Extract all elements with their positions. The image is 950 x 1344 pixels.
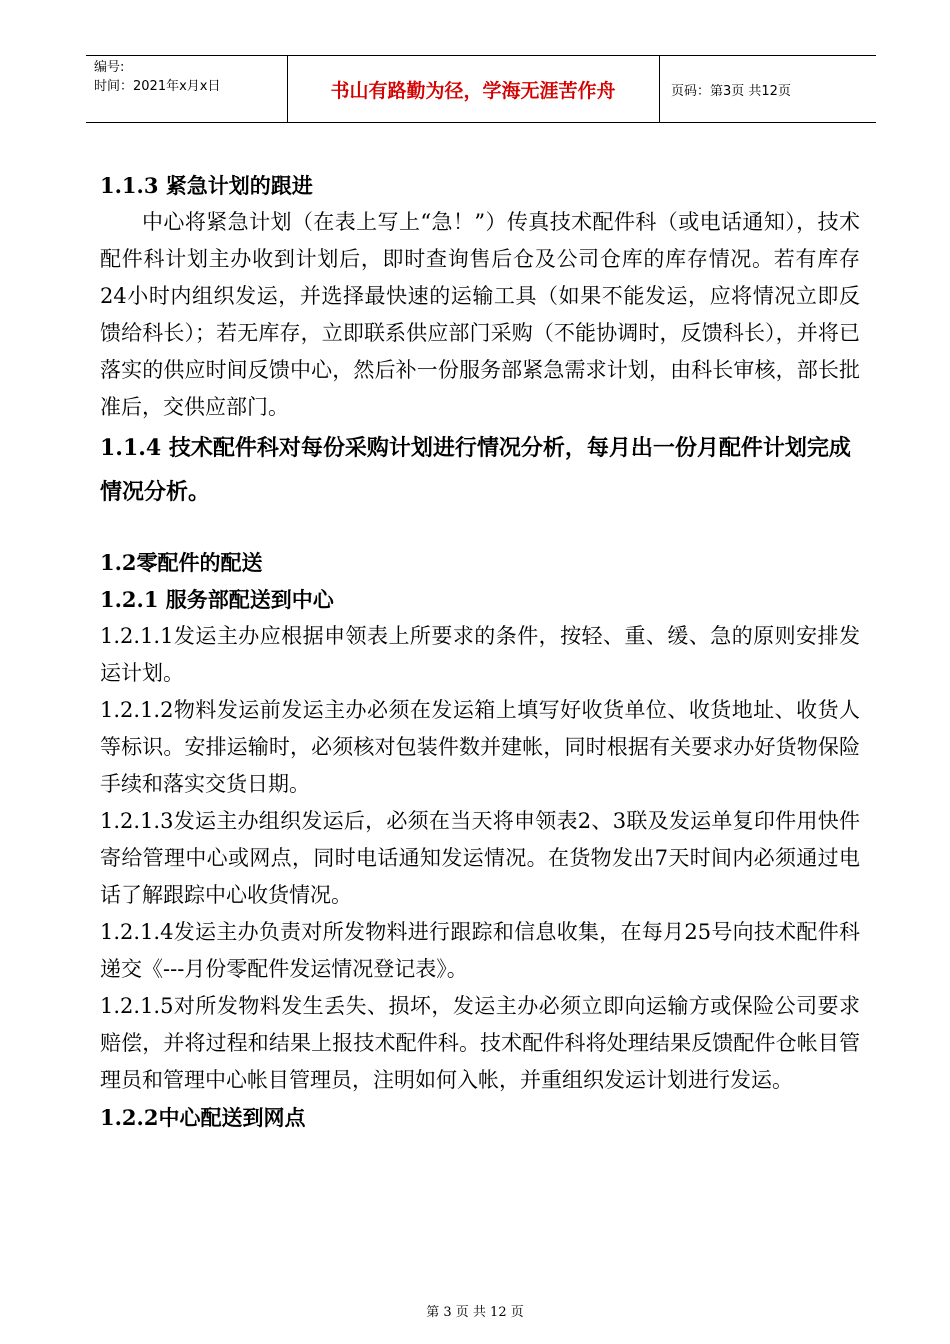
heading-1-2-1: 1.2.1 服务部配送到中心 bbox=[100, 587, 334, 612]
document-number-label: 编号: bbox=[94, 60, 125, 75]
paragraph-1-2-1-2: 1.2.1.2物料发运前发运主办必须在发运箱上填写好收货单位、收货地址、收货人等标识。安排运输时，必须核对包装件数并建帐，同时根据有关要求办好货物保险手续和落实交货日期。 bbox=[100, 698, 860, 796]
header-page-info: 页码：第3页 共12页 bbox=[671, 84, 791, 99]
document-time: 时间：2021年x月x日 bbox=[94, 79, 221, 94]
paragraph-1-2-1-3: 1.2.1.3发运主办组织发运后，必须在当天将申领表2、3联及发运单复印件用快件寄给管理中心或网点，同时电话通知发运情况。在货物发出7天时间内必须通过电话了解跟踪中心收货情况。 bbox=[100, 809, 860, 907]
heading-1-1-3: 1.1.3 紧急计划的跟进 bbox=[100, 173, 313, 198]
document-body bbox=[100, 167, 860, 1136]
paragraph-1-2-1-1: 1.2.1.1发运主办应根据申领表上所要求的条件，按轻、重、缓、急的原则安排发运计划。 bbox=[100, 624, 860, 685]
heading-1-2-2: 1.2.2中心配送到网点 bbox=[100, 1105, 306, 1130]
page-footer: 第 3 页 共 12 页 bbox=[426, 1305, 524, 1320]
header-divider-right bbox=[659, 56, 660, 122]
heading-1-2: 1.2零配件的配送 bbox=[100, 550, 263, 575]
page-header bbox=[86, 55, 876, 123]
header-motto: 书山有路勤为径，学海无涯苦作舟 bbox=[330, 80, 616, 102]
section-gap bbox=[100, 514, 860, 544]
paragraph-1-2-1-4: 1.2.1.4发运主办负责对所发物料进行跟踪和信息收集，在每月25号向技术配件科递交《---月份零配件发运情况登记表》。 bbox=[100, 920, 860, 981]
heading-1-1-4: 1.1.4 技术配件科对每份采购计划进行情况分析，每月出一份月配件计划完成情况分析。 bbox=[100, 435, 851, 505]
paragraph-1-1-3: 中心将紧急计划（在表上写上“急！”）传真技术配件科（或电话通知），技术配件科计划主办收到计划后，即时查询售后仓及公司仓库的库存情况。若有库存24小时内组织发运，并选择最快速的运输工具（如果不能发运，应将情况立即反馈给科长）；若无库存，立即联系供应部门采购（不能协调时，反馈科长），并将已落实的供应时间反馈中心，然后补一份服务部紧急需求计划，由科长审核，部长批准后，交供应部门。 bbox=[100, 210, 860, 419]
paragraph-1-2-1-5: 1.2.1.5对所发物料发生丢失、损坏，发运主办必须立即向运输方或保险公司要求赔偿，并将过程和结果上报技术配件科。技术配件科将处理结果反馈配件仓帐目管理员和管理中心帐目管理员，注明如何入帐，并重组织发运计划进行发运。 bbox=[100, 994, 860, 1092]
header-meta bbox=[94, 58, 284, 96]
